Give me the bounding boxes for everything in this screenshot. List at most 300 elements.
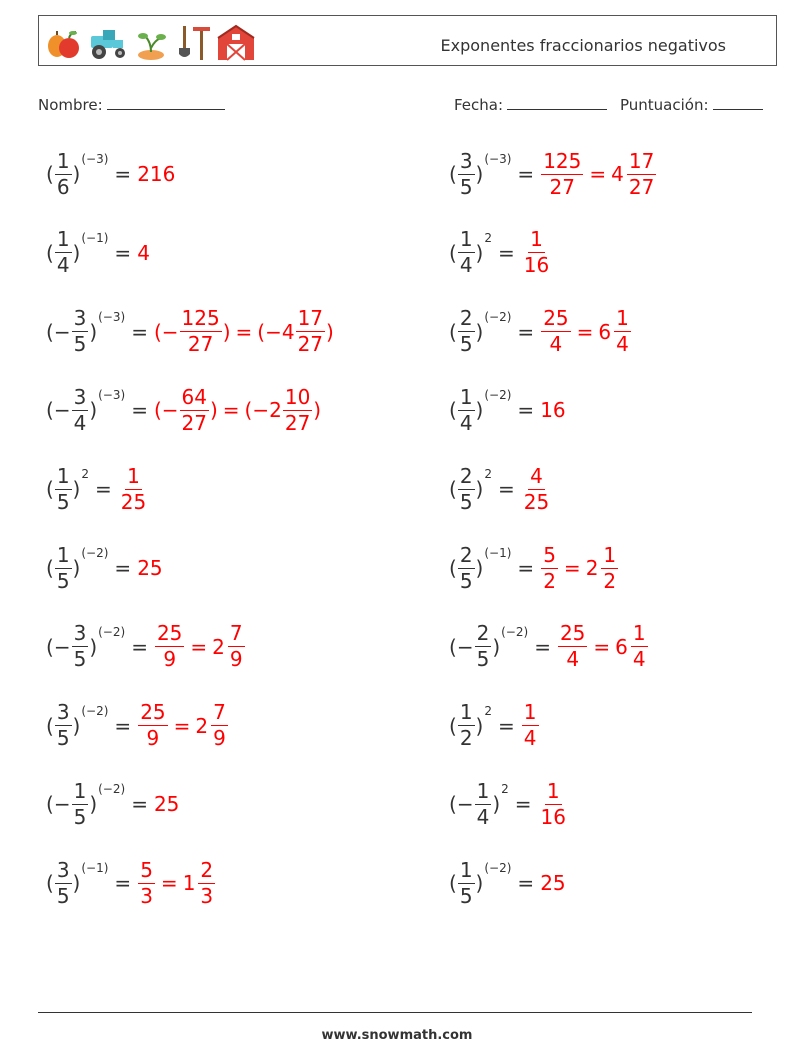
close-paren: ) bbox=[72, 477, 81, 502]
base-fraction bbox=[55, 229, 72, 276]
date-label: Fecha: bbox=[454, 96, 504, 114]
equals-sign: = bbox=[498, 240, 515, 265]
equals-sign: = bbox=[517, 162, 535, 186]
answer-equals: = bbox=[593, 634, 611, 659]
mixed-fraction-denominator: 4 bbox=[632, 647, 646, 672]
base-fraction-denominator: 5 bbox=[459, 883, 473, 908]
exponent: (−2) bbox=[81, 546, 109, 560]
problem-item bbox=[46, 536, 163, 600]
equals-sign: = bbox=[114, 240, 132, 265]
exponent: 2 bbox=[484, 467, 492, 482]
base-fraction bbox=[72, 384, 89, 435]
answer-fraction-numerator: 1 bbox=[546, 778, 560, 803]
answer-text: 25 bbox=[540, 871, 566, 896]
base-fraction-denominator: 5 bbox=[459, 489, 473, 514]
equals-sign: = bbox=[131, 319, 148, 344]
problem-item bbox=[46, 772, 179, 836]
answer-equals: = bbox=[576, 319, 594, 344]
date-field bbox=[454, 95, 607, 114]
answer bbox=[557, 623, 649, 670]
mixed-fraction-denominator: 27 bbox=[628, 174, 655, 199]
score-label: Puntuación: bbox=[620, 96, 709, 114]
answer-fraction-denominator: 27 bbox=[297, 332, 324, 357]
answer-text: (−2 bbox=[244, 398, 282, 423]
answer bbox=[540, 398, 565, 422]
problem-item bbox=[449, 851, 566, 915]
answer-equals: = bbox=[589, 162, 607, 186]
exponent: (−3) bbox=[484, 152, 512, 166]
answer-fraction bbox=[180, 308, 222, 355]
answer-equals: = bbox=[190, 634, 208, 659]
mixed-whole: 2 bbox=[195, 713, 209, 738]
problem-item bbox=[46, 221, 150, 285]
mixed-fraction bbox=[198, 857, 215, 908]
open-paren: ( bbox=[46, 556, 54, 580]
answer-text: (− bbox=[153, 398, 179, 423]
answer-fraction-denominator: 2 bbox=[543, 568, 556, 593]
base-fraction-numerator: 1 bbox=[459, 857, 473, 882]
base-fraction-numerator: 1 bbox=[56, 542, 70, 567]
base-fraction bbox=[72, 308, 89, 355]
answer-fraction-denominator: 27 bbox=[549, 174, 575, 199]
answer-equals: = bbox=[563, 556, 581, 580]
base-fraction-numerator: 1 bbox=[459, 227, 473, 252]
close-paren: ) bbox=[475, 240, 484, 265]
answer-fraction-numerator: 25 bbox=[543, 306, 569, 331]
answer-fraction-numerator: 64 bbox=[181, 384, 207, 409]
answer-fraction-denominator: 4 bbox=[523, 726, 537, 751]
open-paren: ( bbox=[46, 240, 54, 265]
base-fraction bbox=[55, 463, 72, 514]
close-paren: ) bbox=[72, 240, 81, 265]
problem-item bbox=[449, 378, 566, 442]
base-fraction bbox=[72, 778, 89, 829]
header-box bbox=[38, 15, 777, 66]
answer-fraction bbox=[155, 623, 184, 670]
equals-sign: = bbox=[114, 556, 132, 580]
name-label: Nombre: bbox=[38, 96, 103, 114]
exponent: (−3) bbox=[98, 388, 126, 403]
base-fraction-denominator: 5 bbox=[459, 332, 473, 357]
mixed-fraction-numerator: 1 bbox=[603, 542, 617, 567]
open-paren: ( bbox=[449, 713, 457, 738]
mixed-fraction bbox=[601, 542, 618, 593]
minus-sign: − bbox=[53, 398, 71, 423]
base-fraction-denominator: 5 bbox=[56, 489, 70, 514]
mixed-whole: 4 bbox=[611, 162, 624, 186]
base-fraction-denominator: 2 bbox=[459, 726, 473, 751]
answer-fraction-denominator: 4 bbox=[566, 647, 580, 672]
problem-item bbox=[449, 300, 632, 364]
mixed-fraction-numerator: 7 bbox=[213, 700, 226, 725]
close-paren: ) bbox=[475, 713, 484, 738]
answer-fraction bbox=[296, 308, 325, 355]
base-fraction bbox=[55, 542, 72, 593]
close-paren: ) bbox=[72, 871, 81, 896]
base-fraction-denominator: 5 bbox=[56, 883, 70, 908]
open-paren: ( bbox=[46, 477, 54, 502]
minus-sign: − bbox=[53, 634, 71, 659]
equals-sign: = bbox=[131, 792, 148, 817]
answer bbox=[137, 702, 229, 749]
answer-text: ) bbox=[326, 319, 334, 344]
base-fraction bbox=[55, 702, 72, 749]
equals-sign: = bbox=[114, 871, 132, 896]
mixed-fraction bbox=[211, 702, 228, 749]
problem-item bbox=[46, 615, 246, 679]
answer-text: 4 bbox=[137, 240, 150, 265]
open-paren: ( bbox=[46, 792, 54, 817]
answer bbox=[540, 148, 657, 199]
exponent: 2 bbox=[484, 703, 492, 718]
score-blank[interactable] bbox=[713, 95, 763, 110]
mixed-fraction-numerator: 2 bbox=[200, 857, 214, 882]
answer-fraction-numerator: 5 bbox=[543, 542, 556, 567]
equals-sign: = bbox=[114, 713, 132, 738]
equals-sign: = bbox=[517, 319, 535, 344]
base-fraction-denominator: 5 bbox=[476, 647, 490, 672]
name-blank[interactable] bbox=[107, 95, 225, 110]
open-paren: ( bbox=[449, 162, 457, 186]
exponent: 2 bbox=[501, 782, 509, 797]
open-paren: ( bbox=[449, 477, 457, 502]
answer-fraction bbox=[119, 463, 148, 514]
base-fraction-numerator: 1 bbox=[73, 778, 87, 803]
mixed-fraction-numerator: 1 bbox=[632, 621, 646, 646]
answer-fraction-numerator: 17 bbox=[297, 306, 324, 331]
exponent: (−1) bbox=[81, 230, 109, 245]
equals-sign: = bbox=[534, 634, 551, 659]
equals-sign: = bbox=[517, 556, 535, 580]
open-paren: ( bbox=[449, 240, 457, 265]
equals-sign: = bbox=[95, 477, 112, 502]
answer-fraction-numerator: 125 bbox=[543, 148, 582, 173]
mixed-whole: 6 bbox=[598, 319, 612, 344]
close-paren: ) bbox=[492, 634, 501, 659]
close-paren: ) bbox=[475, 871, 484, 896]
close-paren: ) bbox=[72, 162, 81, 186]
answer-fraction bbox=[541, 308, 570, 355]
answer-text: 25 bbox=[137, 556, 163, 580]
answer bbox=[118, 463, 149, 514]
open-paren: ( bbox=[449, 556, 457, 580]
exponent: (−3) bbox=[98, 309, 126, 324]
answer-fraction-denominator: 16 bbox=[523, 253, 550, 278]
equals-sign: = bbox=[114, 162, 132, 186]
garden-tools-icon bbox=[173, 22, 213, 62]
problem-item bbox=[449, 221, 552, 285]
answer-fraction bbox=[539, 778, 568, 829]
answer-fraction bbox=[522, 229, 551, 276]
answer-fraction bbox=[138, 857, 155, 908]
base-fraction-numerator: 2 bbox=[459, 463, 473, 488]
base-fraction bbox=[458, 384, 475, 435]
answer bbox=[540, 542, 619, 593]
base-fraction bbox=[72, 623, 89, 670]
answer-fraction-denominator: 25 bbox=[120, 489, 147, 514]
seedling-icon bbox=[131, 22, 171, 62]
base-fraction-denominator: 4 bbox=[56, 253, 70, 278]
problem-item bbox=[449, 694, 540, 758]
date-blank[interactable] bbox=[507, 95, 607, 110]
answer bbox=[137, 556, 162, 580]
mixed-fraction-denominator: 4 bbox=[616, 332, 629, 357]
answer-fraction-numerator: 25 bbox=[156, 621, 183, 646]
problem-item bbox=[46, 851, 216, 915]
equals-sign: = bbox=[498, 713, 515, 738]
answer-fraction bbox=[522, 463, 551, 514]
answer-equals: = bbox=[222, 398, 240, 423]
base-fraction-denominator: 4 bbox=[73, 410, 87, 435]
open-paren: ( bbox=[449, 792, 457, 817]
equals-sign: = bbox=[517, 871, 535, 896]
base-fraction bbox=[458, 542, 475, 593]
answer-fraction-numerator: 1 bbox=[530, 227, 543, 252]
open-paren: ( bbox=[46, 871, 54, 896]
base-fraction-denominator: 5 bbox=[73, 332, 87, 357]
base-fraction bbox=[458, 229, 475, 276]
equals-sign: = bbox=[131, 634, 148, 659]
problem-item bbox=[449, 772, 569, 836]
exponent: (−2) bbox=[98, 782, 126, 797]
close-paren: ) bbox=[72, 713, 81, 738]
close-paren: ) bbox=[72, 556, 81, 580]
mixed-whole: 2 bbox=[212, 634, 225, 659]
answer-text: 216 bbox=[137, 162, 176, 186]
problem-item bbox=[449, 457, 552, 521]
exponent: (−2) bbox=[81, 703, 109, 718]
base-fraction-numerator: 1 bbox=[476, 778, 490, 803]
close-paren: ) bbox=[475, 556, 484, 580]
base-fraction bbox=[55, 148, 72, 199]
minus-sign: − bbox=[53, 792, 71, 817]
footer-url: www.snowmath.com bbox=[321, 1028, 473, 1043]
close-paren: ) bbox=[89, 398, 98, 423]
base-fraction-numerator: 1 bbox=[459, 700, 473, 725]
base-fraction-numerator: 3 bbox=[73, 621, 87, 646]
answer bbox=[521, 229, 552, 276]
tractor-icon bbox=[85, 22, 129, 62]
problem-item bbox=[46, 378, 321, 442]
name-field bbox=[38, 95, 225, 114]
answer bbox=[154, 308, 334, 355]
answer bbox=[538, 778, 569, 829]
answer-fraction bbox=[283, 384, 312, 435]
problem-item bbox=[46, 457, 149, 521]
exponent: 2 bbox=[484, 230, 492, 245]
open-paren: ( bbox=[46, 319, 54, 344]
answer-text: 25 bbox=[153, 792, 180, 817]
base-fraction bbox=[458, 702, 475, 749]
answer-fraction bbox=[541, 542, 558, 593]
close-paren: ) bbox=[89, 319, 98, 344]
answer-fraction-numerator: 1 bbox=[523, 700, 537, 725]
base-fraction bbox=[458, 857, 475, 908]
close-paren: ) bbox=[492, 792, 501, 817]
equals-sign: = bbox=[517, 398, 535, 423]
base-fraction bbox=[475, 778, 492, 829]
answer bbox=[137, 241, 150, 265]
mixed-fraction-denominator: 9 bbox=[229, 647, 243, 672]
answer-fraction-denominator: 4 bbox=[549, 332, 563, 357]
score-field bbox=[620, 95, 763, 114]
answer bbox=[521, 463, 552, 514]
equals-sign: = bbox=[131, 398, 148, 423]
problem-item bbox=[449, 142, 657, 206]
close-paren: ) bbox=[475, 319, 484, 344]
answer-fraction bbox=[180, 384, 209, 435]
mixed-fraction bbox=[631, 623, 648, 670]
answer bbox=[540, 871, 565, 895]
answer bbox=[154, 623, 246, 670]
base-fraction-denominator: 5 bbox=[73, 647, 87, 672]
header-icons bbox=[43, 22, 257, 62]
answer bbox=[137, 857, 216, 908]
mixed-fraction bbox=[614, 308, 631, 355]
answer-fraction-numerator: 25 bbox=[559, 621, 586, 646]
worksheet-title: Exponentes fraccionarios negativos bbox=[440, 36, 726, 55]
fruits-icon bbox=[43, 22, 83, 62]
base-fraction-numerator: 2 bbox=[476, 621, 490, 646]
base-fraction-denominator: 5 bbox=[73, 804, 87, 829]
answer-fraction-denominator: 27 bbox=[187, 332, 214, 357]
base-fraction-denominator: 5 bbox=[459, 174, 473, 199]
answer-text: ) bbox=[209, 398, 218, 423]
exponent: (−2) bbox=[484, 309, 512, 324]
minus-sign: − bbox=[456, 792, 474, 817]
base-fraction bbox=[475, 623, 492, 670]
exponent: (−2) bbox=[484, 861, 512, 876]
mixed-fraction-numerator: 7 bbox=[229, 621, 243, 646]
answer-fraction bbox=[541, 148, 583, 199]
mixed-fraction bbox=[627, 148, 656, 199]
exponent: (−2) bbox=[484, 388, 512, 403]
base-fraction-numerator: 1 bbox=[459, 384, 473, 409]
minus-sign: − bbox=[53, 319, 71, 344]
answer-fraction bbox=[558, 623, 587, 670]
mixed-fraction-numerator: 1 bbox=[616, 306, 629, 331]
answer-text: ) bbox=[222, 319, 231, 344]
close-paren: ) bbox=[475, 398, 484, 423]
exponent: 2 bbox=[81, 467, 89, 482]
exponent: (−1) bbox=[81, 861, 109, 876]
answer-fraction-numerator: 125 bbox=[181, 306, 220, 331]
answer-fraction-denominator: 9 bbox=[146, 726, 160, 751]
answer-fraction-numerator: 10 bbox=[284, 384, 311, 409]
mixed-whole: 1 bbox=[182, 871, 196, 896]
barn-icon bbox=[215, 22, 257, 62]
base-fraction-denominator: 5 bbox=[56, 568, 70, 593]
base-fraction-numerator: 1 bbox=[56, 148, 70, 173]
answer-fraction-numerator: 4 bbox=[530, 463, 543, 488]
base-fraction bbox=[458, 308, 475, 355]
mixed-fraction bbox=[228, 623, 245, 670]
answer-fraction-denominator: 16 bbox=[540, 804, 566, 829]
base-fraction bbox=[55, 857, 72, 908]
problem-item bbox=[46, 300, 334, 364]
answer-equals: = bbox=[160, 871, 178, 896]
base-fraction-numerator: 2 bbox=[459, 542, 473, 567]
answer bbox=[154, 792, 179, 816]
answer-fraction-numerator: 25 bbox=[140, 700, 166, 725]
base-fraction bbox=[458, 148, 475, 199]
base-fraction-numerator: 1 bbox=[56, 463, 70, 488]
open-paren: ( bbox=[449, 871, 457, 896]
exponent: (−2) bbox=[98, 624, 126, 639]
open-paren: ( bbox=[46, 162, 54, 186]
base-fraction-numerator: 3 bbox=[56, 857, 70, 882]
base-fraction-denominator: 4 bbox=[476, 804, 490, 829]
problem-item bbox=[449, 615, 649, 679]
exponent: (−2) bbox=[501, 624, 529, 639]
close-paren: ) bbox=[475, 162, 484, 186]
answer-text: 16 bbox=[540, 398, 566, 423]
minus-sign: − bbox=[456, 634, 474, 659]
answer-fraction-denominator: 25 bbox=[523, 489, 550, 514]
answer-fraction-denominator: 27 bbox=[284, 410, 311, 435]
problem-item bbox=[46, 142, 175, 206]
answer bbox=[540, 308, 632, 355]
answer-equals: = bbox=[173, 713, 191, 738]
close-paren: ) bbox=[475, 477, 484, 502]
answer-fraction bbox=[522, 702, 539, 749]
base-fraction-denominator: 6 bbox=[56, 174, 70, 199]
exponent: (−1) bbox=[484, 546, 512, 560]
answer-fraction-denominator: 3 bbox=[140, 883, 153, 908]
open-paren: ( bbox=[46, 634, 54, 659]
answer bbox=[153, 384, 322, 435]
answer-text: (− bbox=[153, 319, 179, 344]
open-paren: ( bbox=[449, 319, 457, 344]
open-paren: ( bbox=[449, 634, 457, 659]
close-paren: ) bbox=[89, 792, 98, 817]
close-paren: ) bbox=[89, 634, 98, 659]
answer-text: ) bbox=[313, 398, 322, 423]
mixed-fraction-denominator: 2 bbox=[603, 568, 617, 593]
open-paren: ( bbox=[46, 713, 54, 738]
mixed-fraction-denominator: 9 bbox=[213, 726, 226, 751]
open-paren: ( bbox=[449, 398, 457, 423]
base-fraction bbox=[458, 463, 475, 514]
equals-sign: = bbox=[514, 792, 532, 817]
base-fraction-denominator: 5 bbox=[459, 568, 473, 593]
equals-sign: = bbox=[498, 477, 515, 502]
base-fraction-denominator: 4 bbox=[459, 410, 473, 435]
exponent: (−3) bbox=[81, 152, 109, 166]
base-fraction-numerator: 3 bbox=[459, 148, 473, 173]
answer-fraction-denominator: 9 bbox=[163, 647, 177, 672]
base-fraction-numerator: 3 bbox=[56, 700, 70, 725]
base-fraction-numerator: 1 bbox=[56, 227, 70, 252]
open-paren: ( bbox=[46, 398, 54, 423]
answer bbox=[521, 702, 540, 749]
base-fraction-denominator: 4 bbox=[459, 253, 473, 278]
answer-text: (−4 bbox=[257, 319, 295, 344]
base-fraction-numerator: 3 bbox=[73, 384, 87, 409]
mixed-whole: 2 bbox=[585, 556, 599, 580]
base-fraction-denominator: 5 bbox=[56, 726, 70, 751]
base-fraction-numerator: 2 bbox=[459, 306, 473, 331]
footer-divider bbox=[38, 1012, 752, 1013]
mixed-fraction-numerator: 17 bbox=[628, 148, 655, 173]
problem-item bbox=[46, 694, 229, 758]
answer-fraction bbox=[138, 702, 167, 749]
mixed-fraction-denominator: 3 bbox=[200, 883, 214, 908]
answer-fraction-denominator: 27 bbox=[181, 410, 207, 435]
answer-fraction-numerator: 5 bbox=[140, 857, 153, 882]
problem-item bbox=[449, 536, 619, 600]
mixed-whole: 6 bbox=[615, 634, 628, 659]
